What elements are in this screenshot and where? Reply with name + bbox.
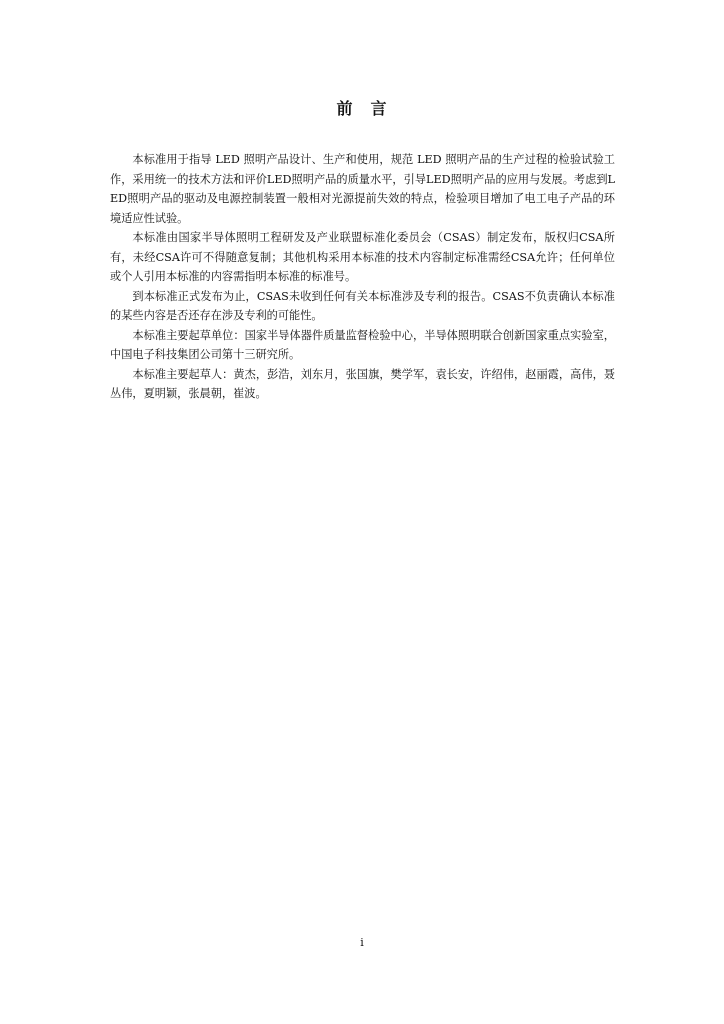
paragraph-purpose: 本标准用于指导 LED 照明产品设计、生产和使用，规范 LED 照明产品的生产过程的检验试验工作，采用统一的技术方法和评价LED照明产品的质量水平，引导LED照明产品的应用与发展。考虑到LED照明产品的驱动及电源控制装置一般相对光源提前失效的特点，检验项目增加了电工电子产品的环境适应性试验。 [110,153,615,225]
paragraph-patent: 到本标准正式发布为止，CSAS未收到任何有关本标准涉及专利的报告。CSAS不负责确认本标准的某些内容是否还存在涉及专利的可能性。 [110,289,615,322]
paragraph-drafters: 本标准主要起草人：黄杰，彭浩，刘东月，张国旗，樊学军，袁长安，许绍伟，赵丽霞，高伟，聂丛伟，夏明颖，张晨朝，崔波。 [110,367,615,400]
page-number: i [360,936,364,949]
paragraph-copyright: 本标准由国家半导体照明工程研发及产业联盟标准化委员会（CSAS）制定发布，版权归CSA所有，未经CSA许可不得随意复制；其他机构采用本标准的技术内容制定标准需经CSA允许；任何单位或个人引用本标准的内容需指明本标准的标准号。 [110,231,615,283]
foreword-body [110,150,615,404]
page-title: 前 言 [336,99,388,118]
paragraph-drafting-units: 本标准主要起草单位：国家半导体器件质量监督检验中心，半导体照明联合创新国家重点实验室，中国电子科技集团公司第十三研究所。 [110,328,615,361]
